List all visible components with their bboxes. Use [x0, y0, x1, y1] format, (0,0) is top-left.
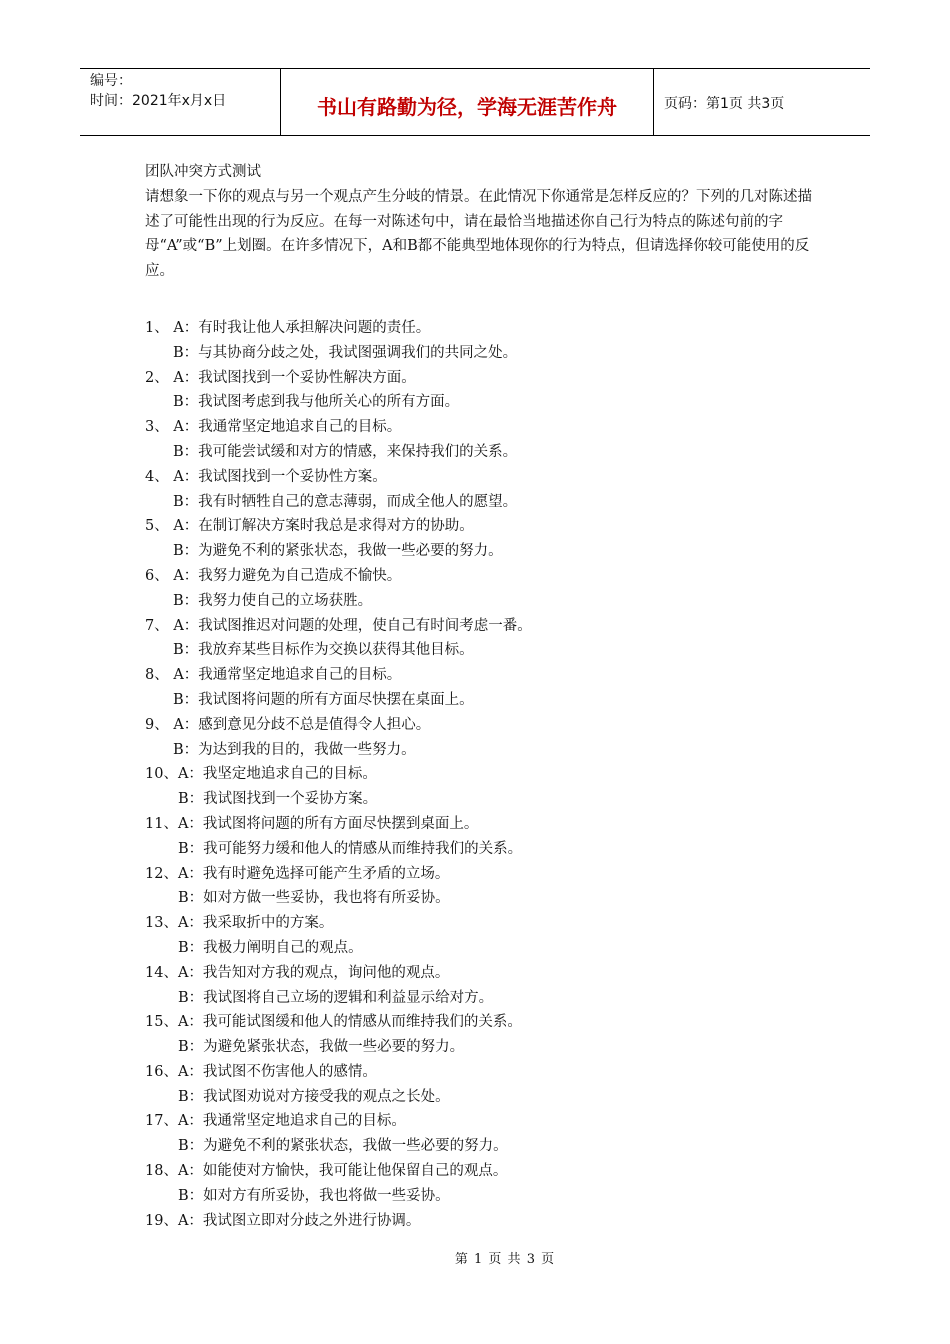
question-option-a: 5、 A：在制订解决方案时我总是求得对方的协助。	[145, 518, 474, 535]
question-option-b: B：为避免不利的紧张状态，我做一些必要的努力。	[173, 543, 503, 560]
document-intro: 请想象一下你的观点与另一个观点产生分岐的情景。在此情况下你通常是怎样反应的？下列的几对陈述描述了可能性出现的行为反应。在每一对陈述句中，请在最恰当地描述你自己行为特点的陈述句前的字母“A”或“B”上划圈。在许多情况下，A和B都不能典型地体现你的行为特点，但请选择你较可能使用的反应。	[145, 188, 812, 280]
question-list	[145, 316, 815, 1233]
question-option-a: 14、A：我告知对方我的观点，询问他的观点。	[145, 964, 450, 981]
question-option-b: B：如对方做一些妥协，我也将有所妥协。	[178, 890, 450, 907]
question-option-a: 12、A：我有时避免选择可能产生矛盾的立场。	[145, 865, 450, 882]
question-option-a: 10、A：我坚定地追求自己的目标。	[145, 766, 377, 783]
question-option-a: 9、 A：感到意见分歧不总是值得令人担心。	[145, 716, 431, 733]
question-option-b: B：我有时牺牲自己的意志薄弱，而成全他人的愿望。	[173, 493, 518, 510]
header-page-info: 页码：第1页 共3页	[664, 96, 785, 112]
question-option-b: B：与其协商分歧之处，我试图强调我们的共同之处。	[173, 344, 518, 361]
question-option-a: 8、 A：我通常坚定地追求自己的目标。	[145, 667, 402, 684]
question-option-a: 16、A：我试图不伤害他人的感情。	[145, 1063, 377, 1080]
question-option-b: B：为达到我的目的，我做一些努力。	[173, 741, 416, 758]
question-option-b: B：我努力使自己的立场获胜。	[173, 592, 373, 609]
question-option-a: 18、A：如能使对方愉快，我可能让他保留自己的观点。	[145, 1163, 508, 1180]
page-header	[80, 68, 870, 136]
question-option-a: 13、A：我采取折中的方案。	[145, 915, 334, 932]
question-option-b: B：为避免紧张状态，我做一些必要的努力。	[178, 1039, 465, 1056]
question-option-a: 7、 A：我试图推迟对问题的处理，使自己有时间考虑一番。	[145, 617, 532, 634]
question-option-b: B：我试图将自己立场的逻辑和利益显示给对方。	[178, 989, 494, 1006]
question-option-b: B：如对方有所妥协，我也将做一些妥协。	[178, 1187, 450, 1204]
question-option-a: 6、 A：我努力避免为自己造成不愉快。	[145, 567, 402, 584]
question-option-b: B：我试图找到一个妥协方案。	[178, 791, 378, 808]
spacer	[145, 284, 815, 316]
header-motto: 书山有路勤为径，学海无涯苦作舟	[281, 69, 654, 135]
question-option-b: B：我试图劝说对方接受我的观点之长处。	[178, 1088, 450, 1105]
header-meta	[80, 69, 281, 135]
question-option-b: B：为避免不利的紧张状态，我做一些必要的努力。	[178, 1138, 508, 1155]
question-option-a: 19、A：我试图立即对分歧之外进行协调。	[145, 1212, 421, 1229]
page-footer: 第 1 页 共 3 页	[454, 1252, 556, 1267]
question-option-a: 2、 A：我试图找到一个妥协性解决方面。	[145, 369, 416, 386]
question-option-a: 3、 A：我通常坚定地追求自己的目标。	[145, 419, 402, 436]
question-option-b: B：我可能努力缓和他人的情感从而维持我们的关系。	[178, 840, 523, 857]
document-title: 团队冲突方式测试	[145, 164, 261, 180]
number-label: 编号：	[90, 73, 132, 89]
question-option-b: B：我可能尝试缓和对方的情感，来保持我们的关系。	[173, 443, 518, 460]
question-option-a: 11、A：我试图将问题的所有方面尽快摆到桌面上。	[145, 815, 479, 832]
question-option-b: B：我放弃某些目标作为交换以获得其他目标。	[173, 642, 474, 659]
document-body	[145, 160, 815, 1233]
question-option-b: B：我试图将问题的所有方面尽快摆在桌面上。	[173, 691, 474, 708]
question-option-a: 17、A：我通常坚定地追求自己的目标。	[145, 1113, 406, 1130]
question-option-b: B：我试图考虑到我与他所关心的所有方面。	[173, 394, 460, 411]
question-option-a: 4、 A：我试图找到一个妥协性方案。	[145, 468, 387, 485]
question-option-a: 15、A：我可能试图缓和他人的情感从而维持我们的关系。	[145, 1014, 522, 1031]
time-label: 时间：2021年x月x日	[90, 93, 227, 109]
question-option-a: 1、 A：有时我让他人承担解决问题的责任。	[145, 319, 431, 336]
question-option-b: B：我极力阐明自己的观点。	[178, 939, 363, 956]
